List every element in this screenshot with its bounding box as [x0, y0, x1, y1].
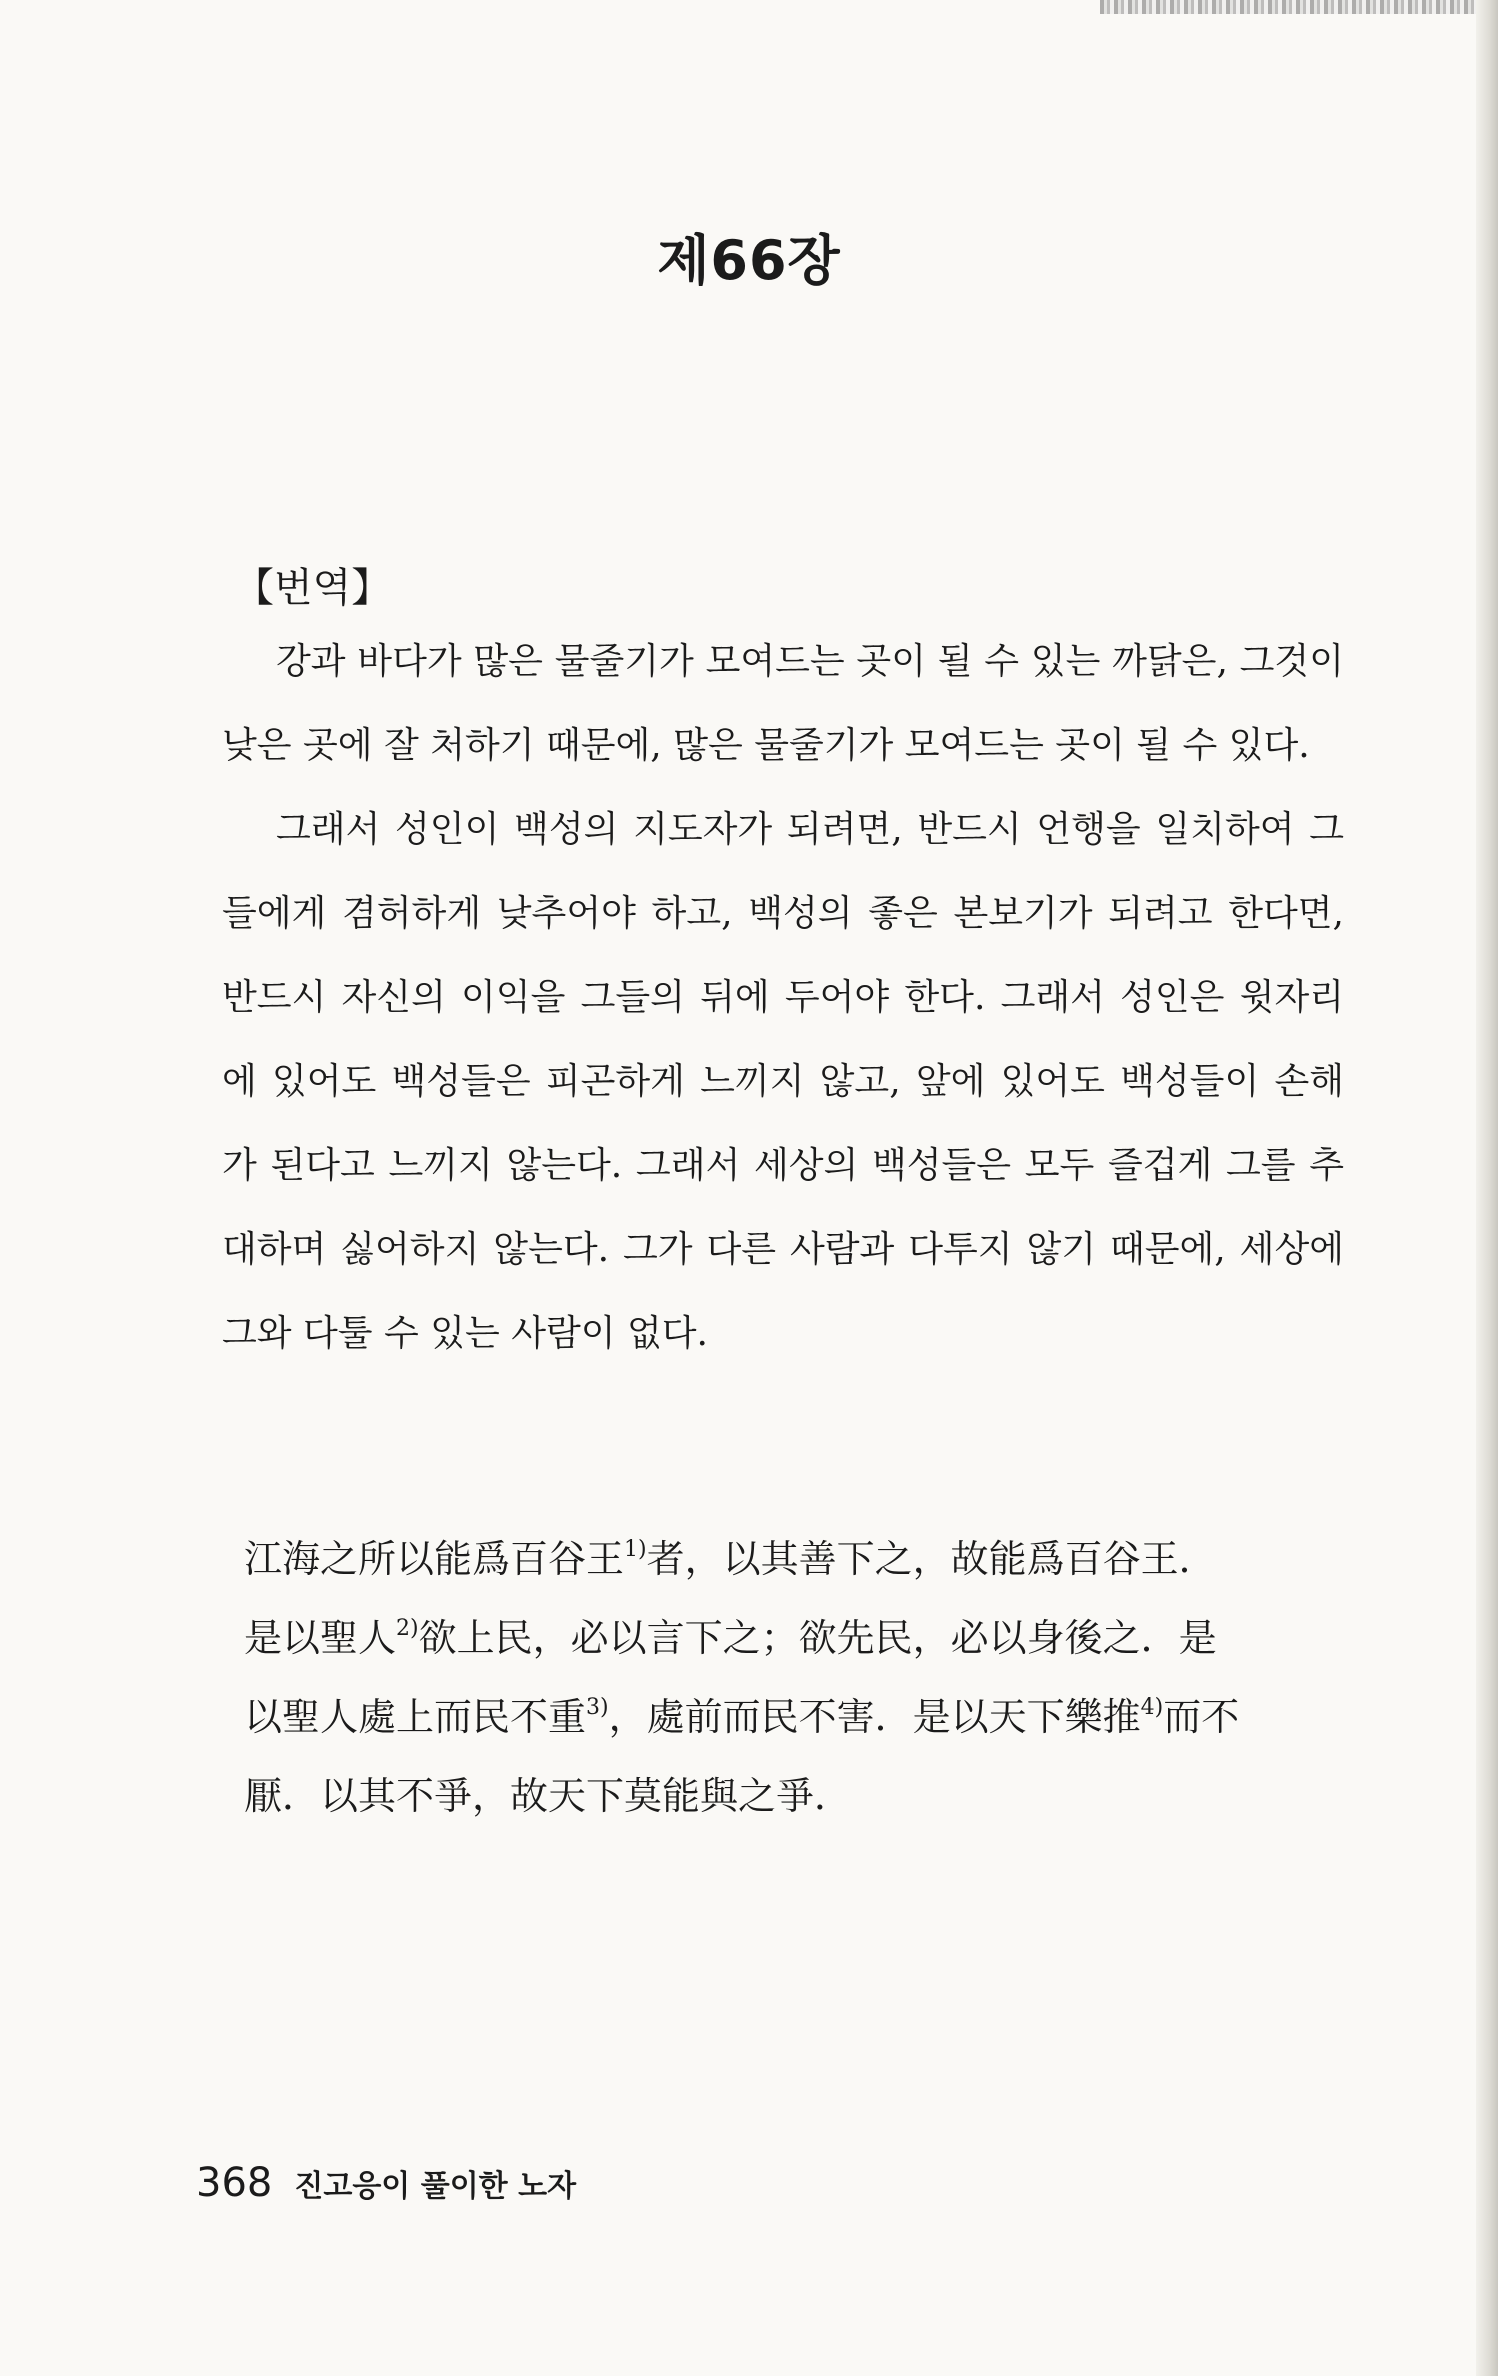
original-line-1: [244, 1520, 1344, 1599]
running-book-title: 진고응이 풀이한 노자: [294, 2169, 577, 2204]
original-text-segment: ，處前而民不害．是以天下樂推: [608, 1695, 1141, 1739]
original-text-segment: 江海之所以能爲百谷王: [244, 1537, 625, 1581]
footnote-marker-3: 3): [586, 1695, 609, 1720]
translation-paragraph-1: 강과 바다가 많은 물줄기가 모여드는 곳이 될 수 있는 까닭은, 그것이 낮은 곳에 잘 처하기 때문에, 많은 물줄기가 모여드는 곳이 될 수 있다.: [222, 641, 1344, 766]
original-text-segment: 而不: [1163, 1695, 1240, 1739]
scan-edge-right: [1476, 0, 1498, 2376]
footnote-marker-1: 1): [624, 1537, 647, 1562]
section-label-translation: 【번역】: [234, 565, 392, 611]
original-text-segment: 是以聖人: [244, 1616, 397, 1660]
page-footer: [196, 2160, 576, 2206]
scan-edge-top: [1100, 0, 1498, 14]
page-number: 368: [196, 2160, 273, 2206]
translation-body: [222, 620, 1344, 1376]
chapter-title: 제66장: [657, 229, 841, 292]
footnote-marker-2: 2): [396, 1616, 419, 1641]
original-line-2: [244, 1599, 1344, 1678]
original-chinese-text: [244, 1520, 1344, 1836]
original-text-segment: 者，以其善下之，故能爲百谷王．: [646, 1537, 1217, 1581]
translation-paragraph-2: 그래서 성인이 백성의 지도자가 되려면, 반드시 언행을 일치하여 그들에게 겸허하게 낮추어야 하고, 백성의 좋은 본보기가 되려고 한다면, 반드시 자신의 이익을 그들의 뒤에 두어야 한다. 그래서 성인은 윗자리에 있어도 백성들은 피곤하게 느끼지 않고, 앞에 있어도 백성들이 손해가 된다고 느끼지 않는다. 그래서 세상의 백성들은 모두 즐겁게 그를 추대하며 싫어하지 않는다. 그가 다른 사람과 다투지 않기 때문에, 세상에 그와 다툴 수 있는 사람이 없다.: [222, 809, 1344, 1354]
original-text-segment: 欲上民，必以言下之；欲先民，必以身後之．是: [418, 1616, 1217, 1660]
original-line-4: 厭．以其不爭，故天下莫能與之爭．: [244, 1774, 853, 1818]
original-text-segment: 以聖人處上而民不重: [244, 1695, 587, 1739]
original-line-3: [244, 1678, 1344, 1757]
footnote-marker-4: 4): [1140, 1695, 1164, 1720]
